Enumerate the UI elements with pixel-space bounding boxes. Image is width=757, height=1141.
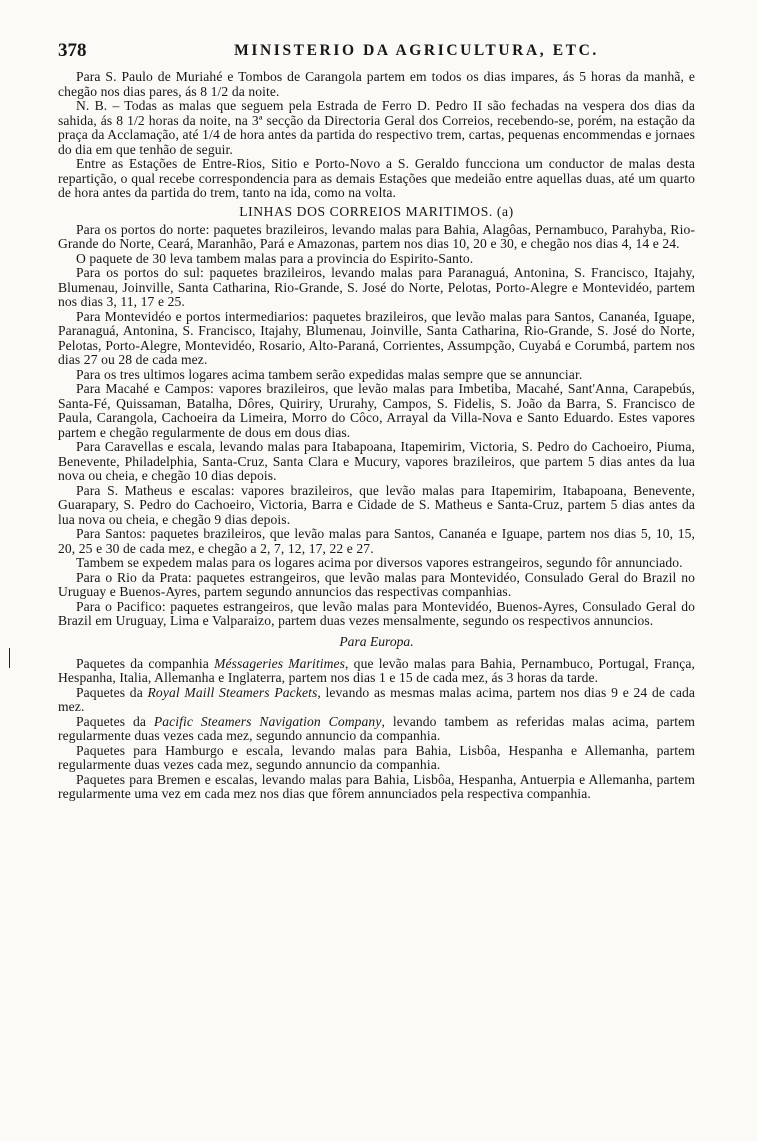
paragraph-nb: N. B. – Todas as malas que seguem pela Estrada de Ferro D. Pedro II são fechadas na vespera dos dias da sahida, ás 8 1/2 horas da noite, na 3ª secção da Directoria Geral dos Correios, recebendo-se, porém, na estação da praça da Acclamação, até 1/4 de hora antes da partida do respectivo trem, cartas, pequenas encommendas e jornaes do dia em que tenhão de seguir. (58, 98, 695, 157)
paragraph-paquete-30: O paquete de 30 leva tambem malas para a provincia do Espirito-Santo. (76, 250, 474, 266)
paragraph-portos-sul: Para os portos do sul: paquetes brazileiros, levando malas para Paranaguá, Antonina, S. Francisco, Itajahy, Blumenau, Joinville, Santa Catharina, Rio-Grande, S. José do Norte, Pelotas, Porto-Alegre e Montevidéo, partem nos dias 3, 11, 17 e 25. (58, 265, 695, 309)
paragraph-macahe: Para Macahé e Campos: vapores brazileiros, que levão malas para Imbetiba, Macahé, Sant'Anna, Carapebús, Santa-Fé, Quissaman, Batalha, Dôres, Quiriry, Ururahy, Campos, S. Fidelis, S. João da Barra, S. Francisco de Paula, Carangola, Cachoeira da Limeira, Morro do Côco, Arrayal da Villa-Nova e Santo Eduardo. Estes vapores partem e chegão regularmente de dous em dous dias. (58, 381, 695, 440)
running-head: MINISTERIO DA AGRICULTURA, ETC. (234, 42, 599, 59)
paragraph-royal-mail (58, 686, 695, 715)
paragraph-santos: Para Santos: paquetes brazileiros, que levão malas para Santos, Cananéa e Iguape, partem nos dias 5, 10, 15, 20, 25 e 30 de cada mez, e chegão a 2, 7, 12, 17, 22 e 27. (58, 526, 695, 556)
page-number: 378 (58, 40, 87, 61)
company-name: Pacific Steamers Navigation Company (153, 713, 382, 729)
section-heading-maritimos: LINHAS DOS CORREIOS MARITIMOS. (a) (239, 203, 514, 219)
paragraph-caravellas: Para Caravellas e escala, levando malas para Itabapoana, Itapemirim, Victoria, S. Pedro do Cachoeiro, Piuma, Benevente, Philadelphia, Santa-Cruz, Santa Clara e Mucury, vapores brazileiros, que partem 5 dias antes da lua nova ou cheia, e chegão 10 dias depois. (58, 439, 695, 483)
paragraph-s-matheus: Para S. Matheus e escalas: vapores brazileiros, que levão malas para Itapemirim, Itabapoana, Benevente, Guarapary, S. Pedro do Cachoeiro, Victoria, Barra e Cidade de S. Matheus e Santa-Cruz, partem 5 dias antes da lua nova ou cheia, e chegão 9 dias depois. (58, 482, 695, 527)
paragraph-muriahe: Para S. Paulo de Muriahé e Tombos de Carangola partem em todos os dias impares, ás 5 horas da manhã, e chegão nos dias pares, ás 8 1/2 da noite. (58, 69, 695, 99)
paragraph-messageries (58, 657, 695, 686)
paragraph-montevideo: Para Montevidéo e portos intermediarios: paquetes brazileiros, que levão malas para Santos, Cananéa, Iguape, Paranaguá, Antonina, S. Francisco, Itajahy, Blumenau, Joinville, Santa Catharina, Rio-Grande, S. José do Norte, Pelotas, Porto-Alegre, Montevidéo, Rosario, Alto-Paraná, Corrientes, Assumpção, Cuyabá e Corumbá, partem nos dias 27 ou 28 de cada mez. (58, 308, 695, 367)
paragraph-portos-norte: Para os portos do norte: paquetes brazileiros, levando malas para Bahia, Alagôas, Pernambuco, Parahyba, Rio-Grande do Norte, Ceará, Maranhão, Pará e Amazonas, partem nos dias 10, 20 e 30, e chegão nos dias 4, 14 e 24. (58, 221, 695, 251)
subheading-europa: Para Europa. (339, 633, 414, 649)
paragraph-tres-ultimos: Para os tres ultimos logares acima tambem serão expedidas malas sempre que se annunciar. (76, 366, 583, 382)
text-fragment: , levando as mesmas malas acima, partem nos dias 9 e 24 de cada mez. (58, 684, 695, 714)
paragraph-entre-rios: Entre as Estações de Entre-Rios, Sitio e Porto-Novo a S. Geraldo funcciona um conductor de malas desta repartição, o qual recebe correspondencia para as demais Estações que medeião entre aquellas duas, até um quarto de hora antes da partida do trem, tanto na ida, como na volta. (58, 156, 695, 200)
text-fragment: , que levão malas para Bahia, Pernambuco, Portugal, França, Hespanha, Italia, Allemanha e Inglaterra, partem nos dias 1 e 15 de cada mez, ás 3 horas da tarde. (58, 655, 696, 685)
paragraph-rio-da-prata: Para o Rio da Prata: paquetes estrangeiros, que levão malas para Montevidéo, Consulado Geral do Brazil no Uruguay e Buenos-Ayres, partem segundo annuncios das respectivas companhias. (58, 569, 695, 599)
text-fragment: Paquetes da companhia (76, 655, 215, 671)
margin-mark (9, 648, 10, 668)
paragraph-pacifico: Para o Pacifico: paquetes estrangeiros, que levão malas para Montevidéo, Buenos-Ayres, Consulado Geral do Brazil em Uruguay, Lima e Valparaizo, partem duas vezes mensalmente, segundo os respectivos annuncios. (58, 598, 695, 628)
text-fragment: Paquetes da (76, 713, 154, 729)
page-header (58, 40, 695, 66)
text-fragment: Paquetes da (76, 684, 148, 700)
paragraph-hamburgo: Paquetes para Hamburgo e escala, levando malas para Bahia, Lisbôa, Hespanha e Allemanha, partem regularmente duas vezes cada mez, segundo annuncio da companhia. (58, 742, 695, 772)
paragraph-bremen: Paquetes para Bremen e escalas, levando malas para Bahia, Lisbôa, Hespanha, Antuerpia e Allemanha, partem regularmente uma vez em cada mez nos dias que fôrem annunciados pela respectiva companhia. (58, 771, 695, 801)
company-name: Royal Maill Steamers Packets (147, 684, 318, 700)
text-fragment: , levando tambem as referidas malas acima, partem regularmente duas vezes cada mez, segundo annuncio da companhia. (58, 713, 695, 743)
paragraph-pacific-steamers (58, 715, 695, 744)
paragraph-vapores-estrangeiros: Tambem se expedem malas para os logares acima por diversos vapores estrangeiros, segundo fôr annunciado. (76, 555, 683, 570)
company-name: Méssageries Maritimes (214, 655, 346, 671)
